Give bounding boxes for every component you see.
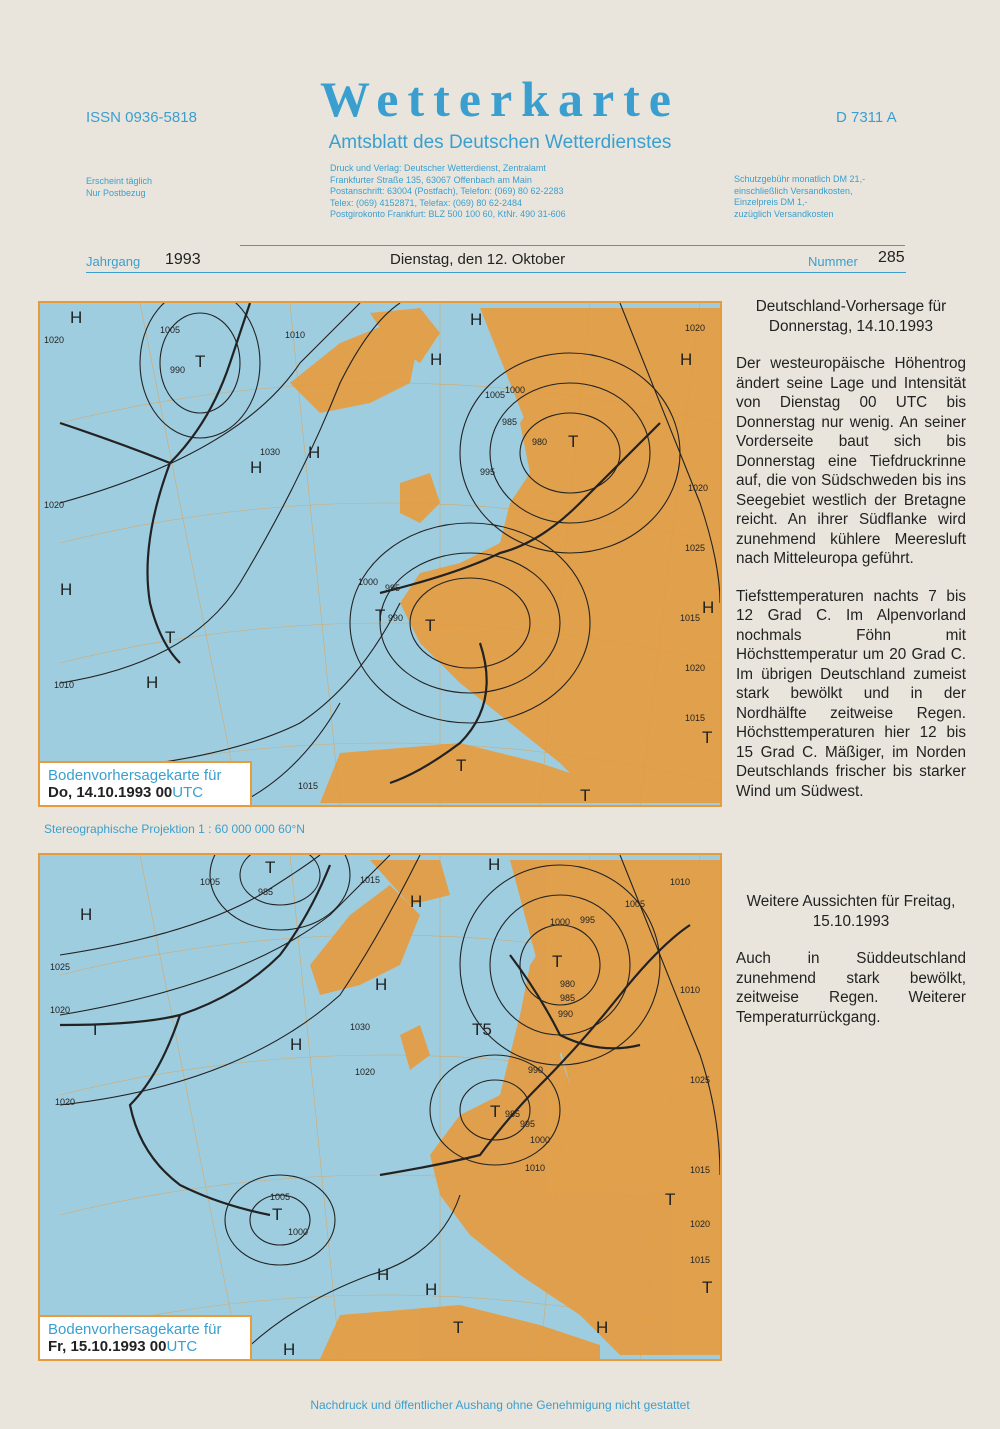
publication-info: Erscheint täglich Nur Postbezug <box>86 176 153 198</box>
isobar-value: 1015 <box>360 875 381 885</box>
low-label: T <box>665 1190 676 1209</box>
isobar-value: 1010 <box>54 680 75 690</box>
low-label: T <box>702 1278 713 1297</box>
jahrgang-label: Jahrgang <box>86 254 141 269</box>
map-2-caption-date: Fr, 15.10.1993 00UTC <box>48 1338 198 1355</box>
issn-number: ISSN 0936-5818 <box>86 109 197 126</box>
isobar-value: 1020 <box>690 1219 711 1229</box>
high-label: H <box>470 310 483 329</box>
high-label: H <box>308 443 321 462</box>
low-label: T5 <box>472 1020 492 1039</box>
high-label: H <box>702 598 715 617</box>
isobar-value: 995 <box>520 1119 536 1129</box>
low-label: T <box>165 628 176 647</box>
forecast-friday <box>736 892 966 1027</box>
isobar-value: 985 <box>505 1109 521 1119</box>
isobar-value: 980 <box>560 979 576 989</box>
newspaper-subtitle: Amtsblatt des Deutschen Wetterdienstes <box>328 132 672 153</box>
isobar-value: 1030 <box>260 447 281 457</box>
issue-date: Dienstag, den 12. Oktober <box>390 251 566 268</box>
high-label: H <box>283 1340 296 1359</box>
low-label: T <box>195 352 206 371</box>
isobar-value: 995 <box>580 915 596 925</box>
high-label: H <box>410 892 423 911</box>
postal-code: D 7311 A <box>836 109 897 126</box>
isobar-value: 1020 <box>688 483 709 493</box>
header-rule-top <box>240 245 905 246</box>
isobar-value: 1005 <box>625 899 646 909</box>
isobar-value: 1020 <box>55 1097 76 1107</box>
projection-note: Stereographische Projektion 1 : 60 000 000 60°N <box>44 822 305 836</box>
low-label: T <box>552 952 563 971</box>
isobar-value: 1010 <box>670 877 691 887</box>
low-label: T <box>90 1020 101 1039</box>
jahrgang-value: 1993 <box>165 251 201 268</box>
newspaper-title: Wetterkarte <box>320 71 680 127</box>
isobar-value: 995 <box>385 583 401 593</box>
isobar-value: 1005 <box>270 1192 291 1202</box>
isobar-value: 1015 <box>298 781 319 791</box>
low-label: T <box>456 756 467 775</box>
isobar-value: 1020 <box>44 335 65 345</box>
high-label: H <box>250 458 263 477</box>
map-1-drawing <box>40 303 720 805</box>
forecast-thursday-paragraph-1: Der westeuropäische Höhentrog ändert seine Lage und Intensität von Dienstag 00 UTC bis Donnerstag nur wenig. An seiner Vorderseite baut sich bis Donnerstag eine Tiefdruckrinne auf, die von Südschweden bis ins Seegebiet westlich der Bretagne reicht. An ihrer Südflanke wird zunehmend kühlere Meeresluft nach Mitteleuropa geführt. <box>736 355 966 567</box>
isobar-value: 980 <box>532 437 548 447</box>
isobar-value: 1030 <box>350 1022 371 1032</box>
isobar-value: 1020 <box>685 323 706 333</box>
isobar-value: 1005 <box>485 390 506 400</box>
high-label: H <box>375 975 388 994</box>
isobar-value: 985 <box>502 417 518 427</box>
publisher-info: Druck und Verlag: Deutscher Wetterdienst, Zentralamt Frankfurter Straße 135, 63067 Offenbach am Main Postanschrift: 63004 (Postfach), Telefon: (069) 80 62-2283 Telex: (069) 4152871, Telefax: (069) 80 62-2484 Postgirokonto Frankfurt: BLZ 500 100 60, KtNr. 490 31-606 <box>330 163 566 219</box>
isobar-value: 1025 <box>690 1075 711 1085</box>
isobar-value: 1020 <box>44 500 65 510</box>
isobar-value: 1005 <box>160 325 181 335</box>
forecast-thursday <box>736 297 966 801</box>
high-label: H <box>430 350 443 369</box>
low-label: T <box>580 786 591 805</box>
high-label: H <box>488 855 501 874</box>
isobar-value: 990 <box>388 613 404 623</box>
high-label: H <box>377 1265 390 1284</box>
low-label: T <box>265 858 276 877</box>
forecast-friday-heading: Weitere Aussichten für Freitag, 15.10.1993 <box>746 893 956 930</box>
low-label: T <box>453 1318 464 1337</box>
footer-notice: Nachdruck und öffentlicher Aushang ohne Genehmigung nicht gestattet <box>310 1398 690 1412</box>
isobar-value: 990 <box>170 365 186 375</box>
low-label: T <box>272 1205 283 1224</box>
map-2-caption-title: Bodenvorhersagekarte für <box>48 1321 222 1338</box>
isobar-value: 990 <box>558 1009 574 1019</box>
header-rule-bottom <box>86 272 906 273</box>
isobar-value: 1010 <box>285 330 306 340</box>
weather-map-thursday <box>38 301 722 807</box>
map-1-caption-title: Bodenvorhersagekarte für <box>48 767 222 784</box>
isobar-value: 1000 <box>358 577 379 587</box>
isobar-value: 1025 <box>685 543 706 553</box>
weather-map-friday <box>38 853 722 1361</box>
isobar-value: 1015 <box>690 1165 711 1175</box>
low-label: T <box>702 728 713 747</box>
high-label: H <box>146 673 159 692</box>
low-label: T <box>425 616 436 635</box>
high-label: H <box>60 580 73 599</box>
isobar-value: 995 <box>480 467 496 477</box>
map-1-caption-date: Do, 14.10.1993 00UTC <box>48 784 204 801</box>
map-2-caption <box>40 1315 252 1359</box>
high-label: H <box>425 1280 438 1299</box>
low-label: T <box>568 432 579 451</box>
map-2-drawing <box>40 855 720 1359</box>
high-label: H <box>680 350 693 369</box>
forecast-friday-paragraph: Auch in Süddeutschland zunehmend stark bewölkt, zeitweise Regen. Weiterer Temperaturrückgang. <box>736 950 966 1026</box>
isobar-value: 1015 <box>690 1255 711 1265</box>
map-1-caption <box>40 761 252 805</box>
isobar-value: 1020 <box>50 1005 71 1015</box>
forecast-thursday-paragraph-2: Tiefsttemperaturen nachts 7 bis 12 Grad C. Im Alpenvorland nochmals Föhn mit Höchsttemperatur um 20 Grad C. Im übrigen Deutschland zumeist stark bewölkt und in der Nordhälfte zeitweise Regen. Höchsttemperaturen hier 12 bis 15 Grad C. Mäßiger, im Norden Deutschlands frischer bis starker Wind um Südwest. <box>736 587 966 800</box>
isobar-value: 1000 <box>505 385 526 395</box>
high-label: H <box>596 1318 609 1337</box>
isobar-value: 1020 <box>355 1067 376 1077</box>
high-label: H <box>70 308 83 327</box>
price-info: Schutzgebühr monatlich DM 21,- einschließlich Versandkosten, Einzelpreis DM 1,- zuzüglich Versandkosten <box>734 174 866 219</box>
high-label: H <box>290 1035 303 1054</box>
isobar-value: 1000 <box>530 1135 551 1145</box>
isobar-value: 1020 <box>685 663 706 673</box>
isobar-value: 1015 <box>680 613 701 623</box>
low-label: T <box>375 606 386 625</box>
isobar-value: 985 <box>258 887 274 897</box>
isobar-value: 985 <box>560 993 576 1003</box>
isobar-value: 1000 <box>550 917 571 927</box>
nummer-value: 285 <box>878 249 905 266</box>
isobar-value: 1025 <box>50 962 71 972</box>
isobar-value: 1015 <box>685 713 706 723</box>
nummer-label: Nummer <box>808 254 858 269</box>
high-label: H <box>80 905 93 924</box>
isobar-value: 1010 <box>525 1163 546 1173</box>
isobar-value: 1010 <box>680 985 701 995</box>
isobar-value: 1000 <box>288 1227 309 1237</box>
forecast-thursday-heading: Deutschland-Vorhersage für Donnerstag, 14.10.1993 <box>755 298 947 335</box>
isobar-value: 990 <box>528 1065 544 1075</box>
low-label: T <box>490 1102 501 1121</box>
isobar-value: 1005 <box>200 877 221 887</box>
